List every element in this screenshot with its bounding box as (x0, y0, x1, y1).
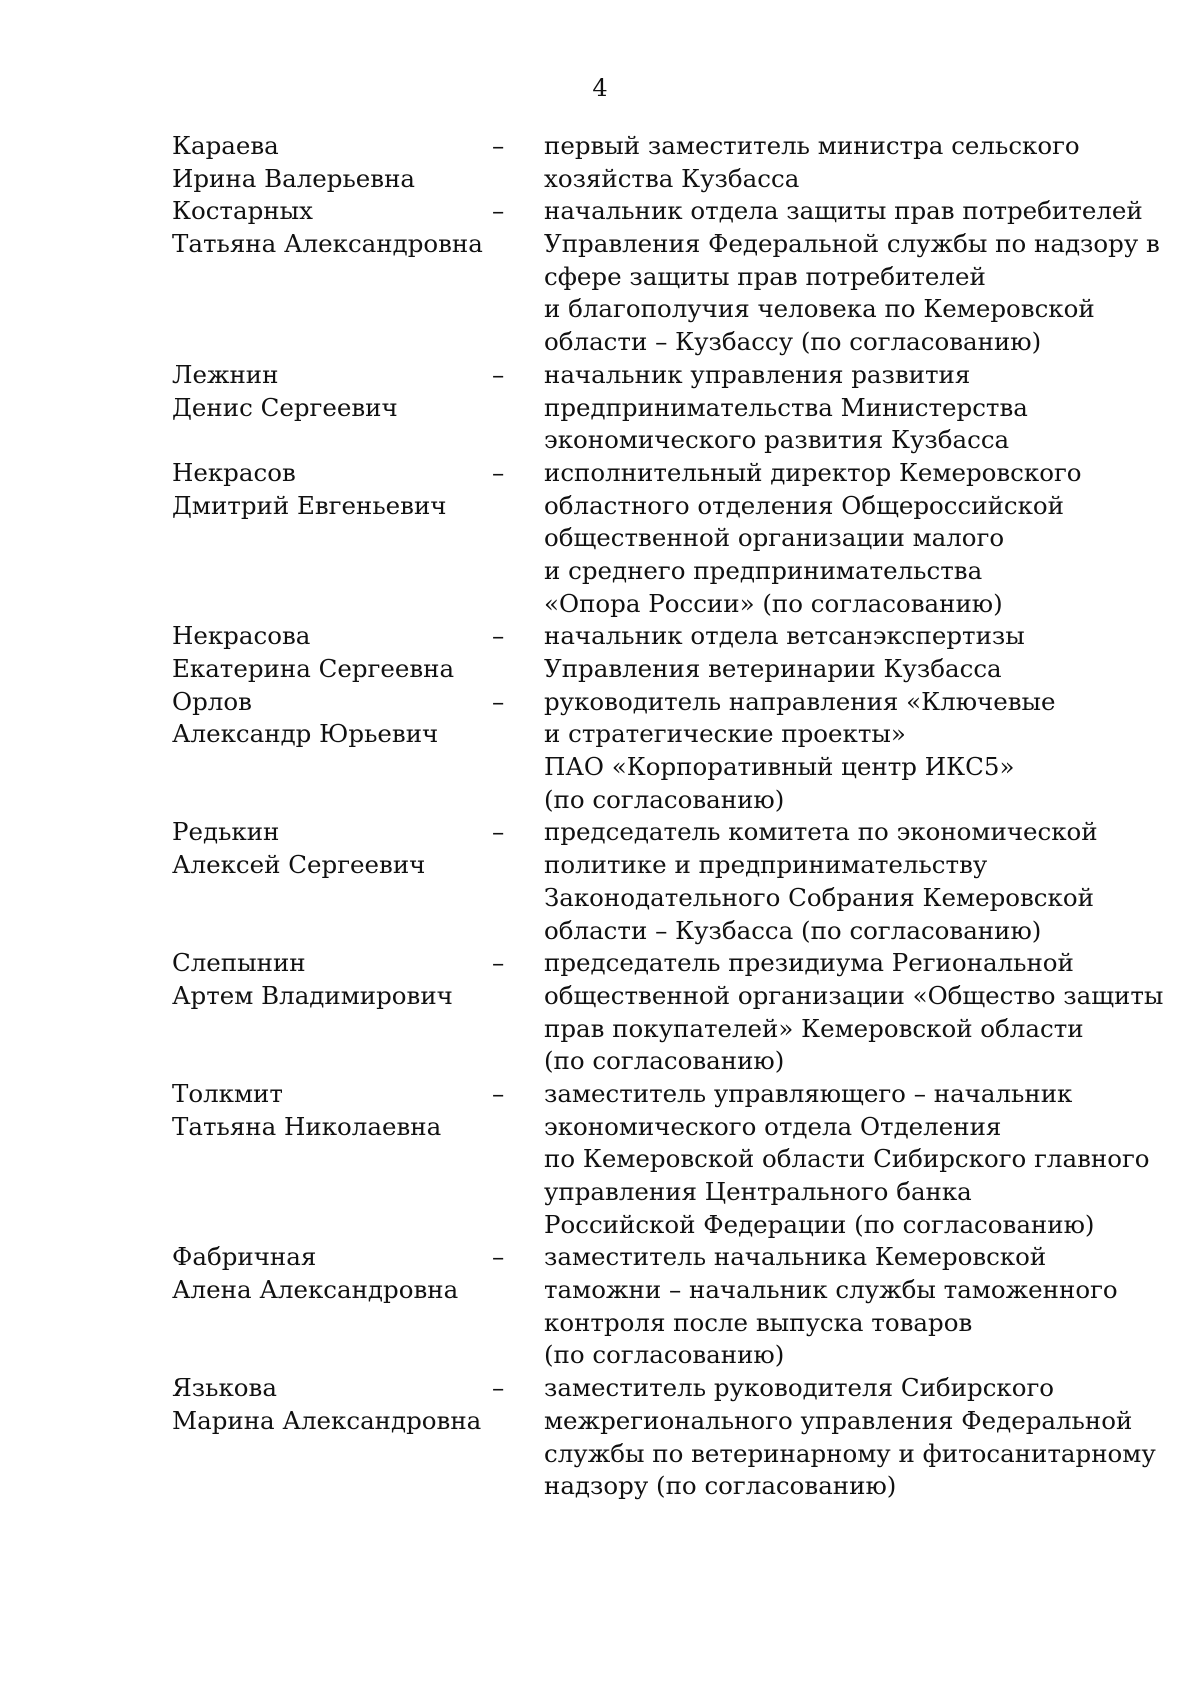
member-surname: Орлов (172, 686, 252, 716)
member-surname: Редькин (172, 817, 280, 847)
dash-separator: – (492, 1242, 505, 1272)
member-given-names: Алексей Сергеевич (172, 850, 426, 880)
member-role-line: Российской Федерации (по согласованию) (544, 1209, 1095, 1239)
member-role-line: таможни – начальник службы таможенного (544, 1275, 1118, 1305)
member-role-line: экономического развития Кузбасса (544, 425, 1010, 455)
member-role-line: управления Центрального банка (544, 1177, 972, 1206)
member-role-line: и среднего предпринимательства (544, 555, 983, 585)
dash-separator: – (492, 1078, 505, 1108)
member-dash (492, 359, 544, 392)
member-surname: Толкмит (172, 1078, 283, 1108)
member-given-names: Дмитрий Евгеньевич (172, 490, 447, 520)
member-given-names: Артем Владимирович (172, 980, 453, 1010)
member-name (172, 686, 492, 751)
member-role-line: заместитель начальника Кемеровской (544, 1242, 1047, 1272)
member-entry (172, 195, 1160, 358)
member-given-names: Александр Юрьевич (172, 719, 439, 749)
member-role-line: Управления Федеральной службы по надзору в (544, 229, 1160, 259)
member-name (172, 130, 492, 195)
member-role-line: начальник отдела ветсанэкспертизы (544, 621, 1025, 651)
member-role-line: первый заместитель министра сельского (544, 131, 1080, 160)
member-role (544, 947, 1163, 1078)
dash-separator: – (492, 1373, 505, 1403)
member-role (544, 1372, 1156, 1503)
member-role-line: межрегионального управления Федеральной (544, 1405, 1133, 1435)
member-given-names: Ирина Валерьевна (172, 163, 416, 193)
member-role-line: и стратегические проекты» (544, 719, 906, 749)
member-surname: Фабричная (172, 1242, 317, 1272)
member-role-line: Законодательного Собрания Кемеровской (544, 882, 1094, 912)
member-name (172, 1241, 492, 1306)
member-role (544, 816, 1132, 947)
member-role-line: надзору (по согласованию) (544, 1471, 897, 1501)
member-entry (172, 457, 1132, 620)
member-entry (172, 1372, 1156, 1503)
member-surname: Лежнин (172, 359, 279, 389)
member-dash (492, 1078, 544, 1111)
member-role (544, 1078, 1150, 1241)
member-role-line: председатель комитета по экономической (544, 817, 1098, 847)
member-role-line: (по согласованию) (544, 1046, 785, 1076)
dash-separator: – (492, 948, 505, 978)
member-surname: Костарных (172, 196, 313, 226)
member-entry (172, 816, 1132, 947)
member-role-line: начальник отдела защиты прав потребителей (544, 196, 1143, 226)
member-role (544, 457, 1132, 620)
member-role-line: общественной организации «Общество защиты (544, 980, 1164, 1010)
member-name (172, 1078, 492, 1143)
member-dash (492, 686, 544, 719)
member-role-line: предпринимательства Министерства (544, 392, 1028, 422)
member-role-line: «Опора России» (по согласованию) (544, 588, 1003, 618)
member-list (172, 130, 1164, 1503)
member-role-line: и благополучия человека по Кемеровской (544, 294, 1095, 324)
member-role-line: общественной организации малого (544, 523, 1005, 553)
member-entry (172, 1078, 1150, 1241)
member-name (172, 816, 492, 881)
member-dash (492, 1372, 544, 1405)
member-surname: Язькова (172, 1373, 277, 1403)
member-role-line: политике и предпринимательству (544, 850, 988, 880)
member-role-line: заместитель руководителя Сибирского (544, 1373, 1055, 1403)
dash-separator: – (492, 457, 505, 487)
member-role-line: начальник управления развития (544, 359, 971, 389)
member-role (544, 620, 1132, 685)
member-dash (492, 1241, 544, 1274)
member-role-line: контроля после выпуска товаров (544, 1307, 973, 1337)
member-entry (172, 686, 1132, 817)
member-role-line: прав покупателей» Кемеровской области (544, 1013, 1084, 1043)
member-entry (172, 359, 1132, 457)
member-role (544, 130, 1132, 195)
member-name (172, 620, 492, 685)
member-role-line: председатель президиума Региональной (544, 948, 1074, 978)
member-role-line: области – Кузбассу (по согласованию) (544, 327, 1042, 357)
member-role-line: сфере защиты прав потребителей (544, 261, 986, 291)
member-given-names: Татьяна Александровна (172, 229, 483, 259)
member-role (544, 686, 1132, 817)
member-role-line: руководитель направления «Ключевые (544, 686, 1056, 716)
member-surname: Караева (172, 131, 279, 160)
member-role-line: хозяйства Кузбасса (544, 163, 800, 193)
member-entry (172, 1241, 1132, 1372)
dash-separator: – (492, 817, 505, 847)
member-role (544, 359, 1132, 457)
member-dash (492, 457, 544, 490)
member-dash (492, 947, 544, 980)
member-role-line: по Кемеровской области Сибирского главного (544, 1144, 1150, 1174)
member-entry (172, 620, 1132, 685)
member-role-line: (по согласованию) (544, 784, 785, 814)
member-name (172, 457, 492, 522)
member-name (172, 1372, 492, 1437)
member-role-line: (по согласованию) (544, 1340, 785, 1370)
dash-separator: – (492, 131, 505, 160)
member-given-names: Екатерина Сергеевна (172, 654, 455, 683)
member-role-line: заместитель управляющего – начальник (544, 1078, 1073, 1108)
member-dash (492, 130, 544, 163)
member-name (172, 947, 492, 1012)
member-given-names: Татьяна Николаевна (172, 1111, 442, 1141)
member-name (172, 359, 492, 424)
dash-separator: – (492, 686, 505, 716)
dash-separator: – (492, 359, 505, 389)
dash-separator: – (492, 621, 505, 651)
member-role-line: областного отделения Общероссийской (544, 490, 1065, 520)
member-role-line: исполнительный директор Кемеровского (544, 457, 1082, 487)
member-role (544, 195, 1160, 358)
member-surname: Слепынин (172, 948, 306, 978)
page-number: 4 (592, 74, 608, 102)
member-name (172, 195, 492, 260)
member-surname: Некрасов (172, 457, 296, 487)
member-given-names: Алена Александровна (172, 1275, 459, 1305)
member-dash (492, 620, 544, 653)
member-role (544, 1241, 1132, 1372)
member-role-line: экономического отдела Отделения (544, 1111, 1002, 1141)
member-role-line: Управления ветеринарии Кузбасса (544, 654, 1002, 683)
member-role-line: службы по ветеринарному и фитосанитарному (544, 1438, 1156, 1468)
member-given-names: Денис Сергеевич (172, 392, 398, 422)
member-given-names: Марина Александровна (172, 1405, 482, 1435)
member-role-line: ПАО «Корпоративный центр ИКС5» (544, 752, 1015, 782)
member-surname: Некрасова (172, 621, 311, 651)
member-entry (172, 130, 1132, 195)
member-role-line: области – Кузбасса (по согласованию) (544, 915, 1042, 945)
member-entry (172, 947, 1164, 1078)
dash-separator: – (492, 196, 505, 226)
member-dash (492, 195, 544, 228)
member-dash (492, 816, 544, 849)
